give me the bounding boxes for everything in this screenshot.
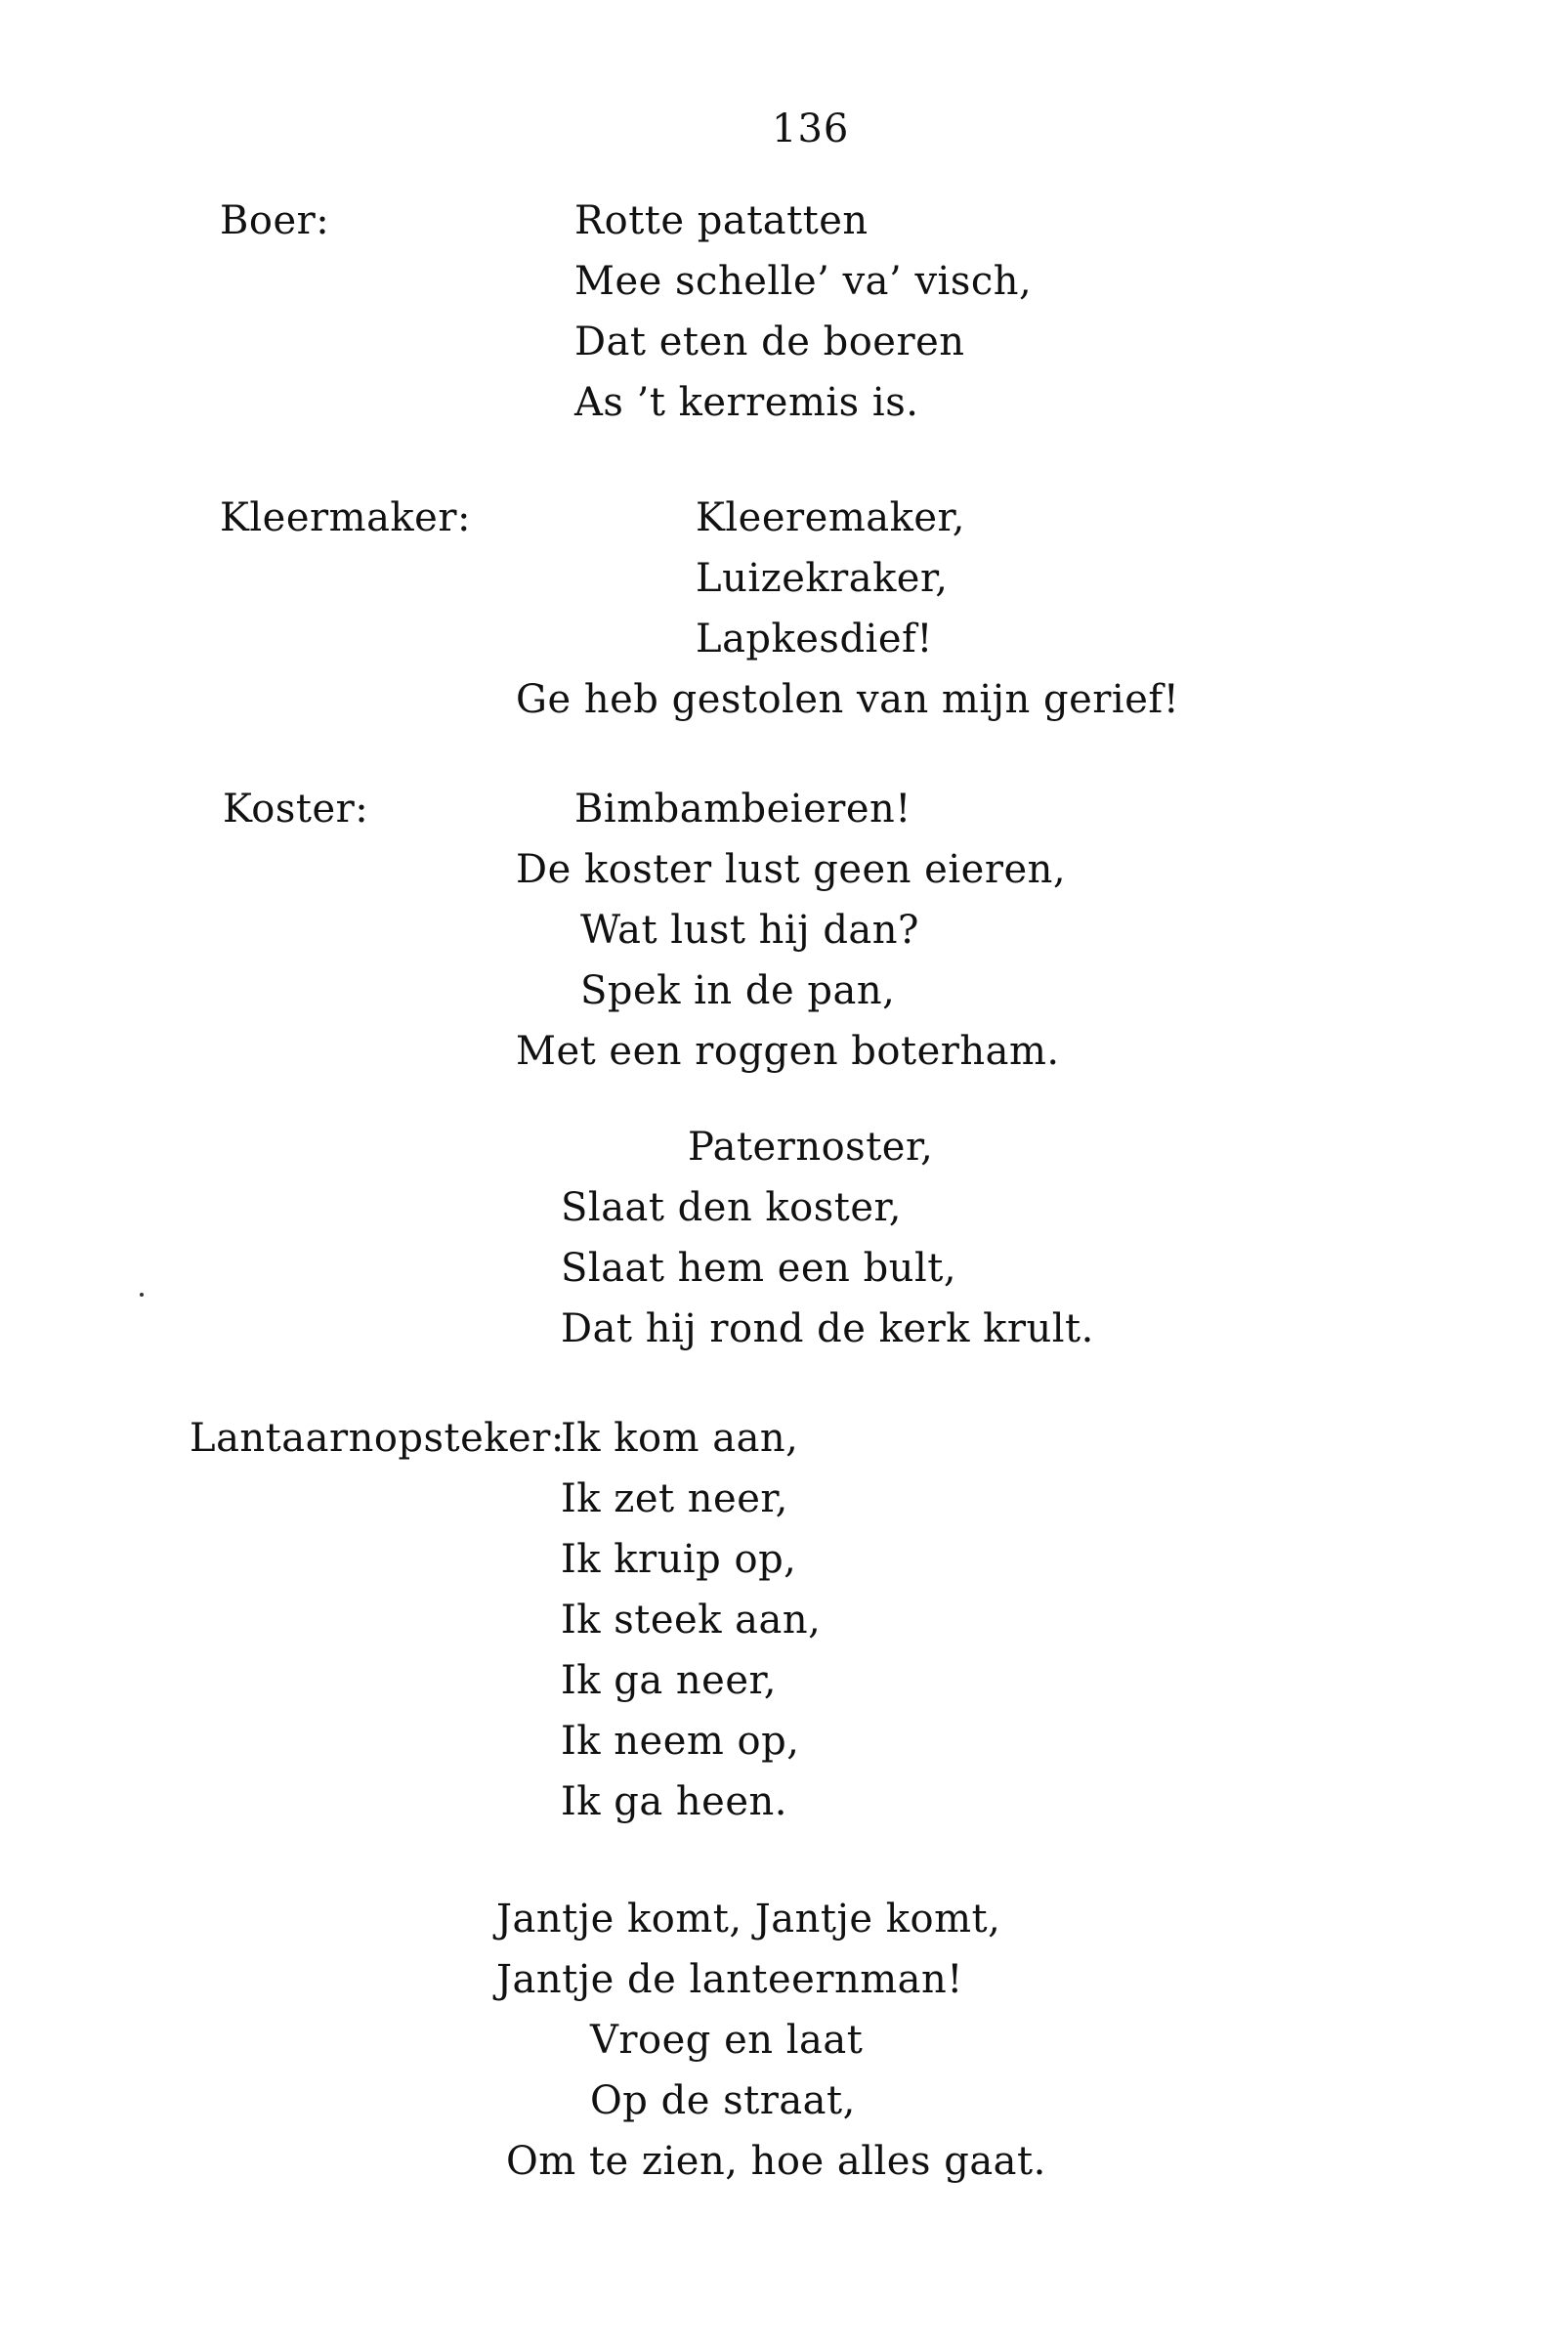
verse-line: Op de straat,	[590, 2078, 856, 2123]
verse-line: Jantje komt, Jantje komt,	[496, 1897, 1001, 1942]
verse-line: Jantje de lanteernman!	[496, 1957, 963, 2002]
verse-line: Dat hij rond de kerk krult.	[561, 1306, 1094, 1351]
verse-line: Spek in de pan,	[580, 968, 896, 1013]
verse-line: Paternoster,	[688, 1125, 934, 1170]
verse-line: Mee schelle’ va’ visch,	[574, 259, 1033, 304]
verse-line: As ’t kerremis is.	[574, 380, 919, 425]
verse-line: Ik neem op,	[561, 1719, 800, 1764]
verse-line: Ik steek aan,	[561, 1598, 822, 1643]
verse-line: Ik ga heen.	[561, 1779, 788, 1824]
verse-line: Vroeg en laat	[590, 2018, 864, 2063]
verse-line: Bimbambeieren!	[574, 787, 911, 832]
verse-line: Dat eten de boeren	[574, 320, 965, 364]
verse-line: De koster lust geen eieren,	[516, 847, 1067, 892]
speaker-label-boer: Boer:	[220, 198, 330, 243]
verse-line: Wat lust hij dan?	[580, 908, 919, 953]
verse-line: Ik kom aan,	[561, 1416, 799, 1461]
verse-line: Kleeremaker,	[696, 495, 965, 540]
page-number: 136	[772, 107, 850, 151]
verse-line: Lapkesdief!	[696, 617, 933, 662]
verse-line: Ik ga neer,	[561, 1658, 777, 1703]
verse-line: Rotte patatten	[574, 198, 869, 243]
verse-line: Luizekraker,	[696, 556, 949, 601]
verse-line: Ik zet neer,	[561, 1476, 788, 1521]
verse-line: Ik kruip op,	[561, 1537, 797, 1582]
verse-line: Ge heb gestolen van mijn gerief!	[516, 677, 1180, 722]
print-speck	[140, 1293, 144, 1297]
verse-line: Om te zien, hoe alles gaat.	[506, 2139, 1046, 2184]
speaker-label-kleermaker: Kleermaker:	[220, 495, 471, 540]
verse-line: Met een roggen boterham.	[516, 1029, 1060, 1074]
verse-line: Slaat den koster,	[561, 1185, 902, 1230]
verse-line: Slaat hem een bult,	[561, 1246, 957, 1291]
speaker-label-koster: Koster:	[223, 787, 369, 832]
speaker-label-lantaarnopsteker: Lantaarnopsteker:	[190, 1416, 565, 1461]
